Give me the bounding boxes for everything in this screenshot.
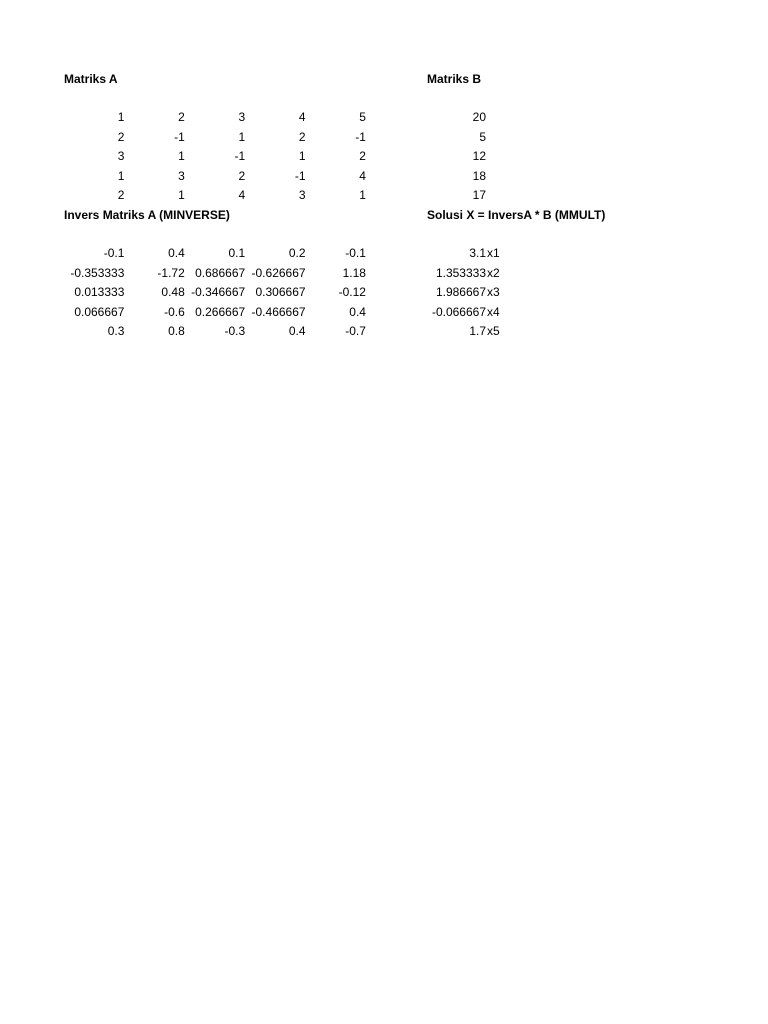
matrix-a-cell[interactable]: 3 <box>238 110 246 124</box>
solution-row <box>428 283 500 303</box>
matrix-a-row <box>64 167 366 187</box>
matrix-a-cell[interactable]: -1 <box>355 129 366 144</box>
inverse-matrix-row <box>64 264 366 284</box>
matrix-b-row <box>428 128 486 148</box>
inverse-matrix-cell[interactable]: 0.4 <box>168 246 185 260</box>
inverse-matrix-cell[interactable]: 0.1 <box>228 246 246 260</box>
matrix-a-grid <box>64 108 366 206</box>
matrix-b-cell[interactable]: 5 <box>479 129 486 144</box>
matrix-a-cell[interactable]: 1 <box>178 149 185 163</box>
inverse-matrix-cell[interactable]: 0.306667 <box>255 285 306 299</box>
solution-variable-label[interactable]: x2 <box>487 265 500 280</box>
matrix-a-cell[interactable]: 1 <box>117 110 125 124</box>
matrix-b-row <box>428 167 486 187</box>
inverse-matrix-cell[interactable]: 0.013333 <box>74 285 125 299</box>
matrix-a-cell[interactable]: 1 <box>359 188 366 202</box>
matrix-a-title: Matriks A <box>64 72 118 86</box>
matrix-a-cell[interactable]: 3 <box>178 168 185 183</box>
solution-row <box>428 303 500 323</box>
solution-row <box>428 322 500 342</box>
matrix-b-grid <box>428 108 486 206</box>
matrix-a-cell[interactable]: 2 <box>178 110 185 124</box>
solution-title: Solusi X = InversA * B (MMULT) <box>427 208 606 222</box>
inverse-matrix-cell[interactable]: -1.72 <box>157 265 185 280</box>
inverse-matrix-cell[interactable]: 0.686667 <box>195 265 246 280</box>
matrix-a-cell[interactable]: 3 <box>298 188 306 202</box>
inverse-matrix-cell[interactable]: -0.6 <box>164 304 185 319</box>
matrix-a-cell[interactable]: 4 <box>238 188 246 202</box>
matrix-a-cell[interactable]: 4 <box>359 168 366 183</box>
inverse-matrix-cell[interactable]: 1.18 <box>342 265 366 280</box>
solution-variable-label[interactable]: x3 <box>487 285 500 299</box>
solution-grid <box>428 244 500 342</box>
inverse-matrix-cell[interactable]: -0.12 <box>338 285 366 299</box>
matrix-a-row <box>64 186 366 206</box>
matrix-a-cell[interactable]: 3 <box>117 149 125 163</box>
matrix-a-cell[interactable]: 1 <box>298 149 306 163</box>
inverse-matrix-cell[interactable]: -0.346667 <box>191 285 246 299</box>
inverse-matrix-cell[interactable]: 0.2 <box>288 246 306 260</box>
matrix-b-row <box>428 147 486 167</box>
matrix-a-cell[interactable]: 2 <box>298 129 306 144</box>
matrix-b-row <box>428 186 486 206</box>
inverse-matrix-cell[interactable]: 0.8 <box>168 324 185 338</box>
matrix-a-row <box>64 128 366 148</box>
matrix-a-cell[interactable]: 2 <box>117 188 125 202</box>
inverse-matrix-cell[interactable]: -0.466667 <box>251 304 306 319</box>
inverse-matrix-cell[interactable]: -0.626667 <box>251 265 306 280</box>
matrix-a-cell[interactable]: 2 <box>238 168 246 183</box>
matrix-a-cell[interactable]: -1 <box>294 168 306 183</box>
inverse-matrix-cell[interactable]: -0.353333 <box>70 265 125 280</box>
matrix-a-cell[interactable]: 2 <box>117 129 125 144</box>
solution-value-cell[interactable]: -0.066667 <box>431 304 486 319</box>
inverse-matrix-row <box>64 244 366 264</box>
inverse-matrix-cell[interactable]: 0.48 <box>161 285 185 299</box>
inverse-matrix-cell[interactable]: 0.066667 <box>74 304 125 319</box>
solution-variable-label[interactable]: x4 <box>487 304 500 319</box>
matrix-b-cell[interactable]: 12 <box>472 149 486 163</box>
matrix-a-cell[interactable]: -1 <box>174 129 185 144</box>
inverse-matrix-cell[interactable]: 0.3 <box>107 324 125 338</box>
inverse-matrix-cell[interactable]: 0.4 <box>349 304 366 319</box>
inverse-matrix-cell[interactable]: 0.4 <box>288 324 306 338</box>
inverse-matrix-grid <box>64 244 366 342</box>
matrix-b-cell[interactable]: 18 <box>472 168 486 183</box>
matrix-b-cell[interactable]: 17 <box>472 188 486 202</box>
inverse-matrix-row <box>64 283 366 303</box>
solution-row <box>428 264 500 284</box>
matrix-a-cell[interactable]: 5 <box>359 110 366 124</box>
matrix-a-cell[interactable]: -1 <box>234 149 246 163</box>
matrix-a-row <box>64 108 366 128</box>
inverse-matrix-cell[interactable]: -0.1 <box>103 246 125 260</box>
solution-value-cell[interactable]: 1.353333 <box>435 265 486 280</box>
solution-value-cell[interactable]: 1.986667 <box>435 285 486 299</box>
inverse-matrix-row <box>64 322 366 342</box>
matrix-a-cell[interactable]: 4 <box>298 110 306 124</box>
inverse-matrix-cell[interactable]: -0.7 <box>345 324 366 338</box>
inverse-matrix-cell[interactable]: -0.3 <box>224 324 246 338</box>
matrix-a-cell[interactable]: 1 <box>178 188 185 202</box>
solution-variable-label[interactable]: x5 <box>487 324 500 338</box>
matrix-a-row <box>64 147 366 167</box>
matrix-b-cell[interactable]: 20 <box>472 110 486 124</box>
matrix-b-title: Matriks B <box>427 72 482 86</box>
matrix-b-row <box>428 108 486 128</box>
matrix-a-cell[interactable]: 1 <box>238 129 246 144</box>
inverse-matrix-title: Invers Matriks A (MINVERSE) <box>64 208 230 222</box>
inverse-matrix-cell[interactable]: 0.266667 <box>195 304 246 319</box>
inverse-matrix-row <box>64 303 366 323</box>
inverse-matrix-cell[interactable]: -0.1 <box>345 246 366 260</box>
matrix-a-cell[interactable]: 2 <box>359 149 366 163</box>
solution-value-cell[interactable]: 1.7 <box>469 324 486 338</box>
solution-value-cell[interactable]: 3.1 <box>469 246 486 260</box>
solution-row <box>428 244 500 264</box>
solution-variable-label[interactable]: x1 <box>487 246 500 260</box>
matrix-a-cell[interactable]: 1 <box>117 168 125 183</box>
